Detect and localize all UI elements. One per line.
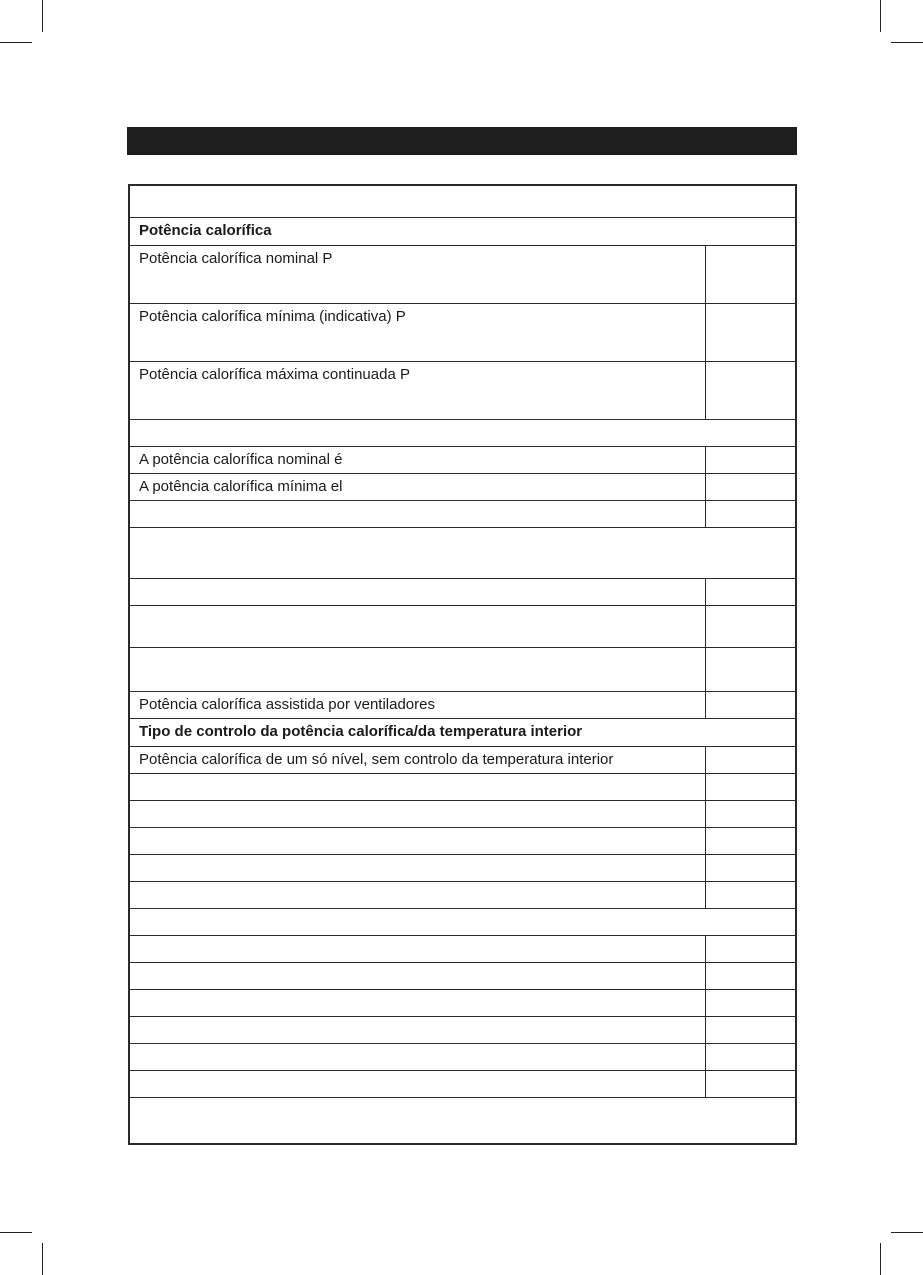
- row-label: [130, 855, 705, 881]
- table-row: [130, 746, 795, 773]
- table-row: [130, 245, 795, 303]
- row-label: [130, 963, 705, 989]
- crop-mark: [880, 0, 881, 32]
- value-cell: [705, 936, 795, 962]
- crop-mark: [0, 42, 32, 43]
- section-header-bar: [127, 127, 797, 155]
- table-row: [130, 1016, 795, 1043]
- row-label: Potência calorífica assistida por ventiladores: [139, 696, 435, 713]
- value-cell: [705, 855, 795, 881]
- value-cell: [705, 1044, 795, 1070]
- value-cell: [705, 246, 795, 303]
- table-row: [130, 989, 795, 1016]
- row-label: [130, 828, 705, 854]
- value-cell: [705, 1071, 795, 1097]
- row-label: Potência calorífica nominal P: [139, 250, 333, 267]
- table-row: [130, 303, 795, 361]
- table-row: [130, 446, 795, 473]
- table-row: [130, 647, 795, 691]
- value-cell: [705, 990, 795, 1016]
- table-row: [130, 605, 795, 647]
- specs-table: [128, 184, 797, 1145]
- row-label: [130, 528, 795, 578]
- value-cell: [705, 304, 795, 361]
- row-label: [130, 1017, 705, 1043]
- row-label: Potência calorífica mínima (indicativa) P: [139, 308, 406, 325]
- row-label: Potência calorífica de um só nível, sem controlo da temperatura interior: [139, 751, 614, 768]
- table-row: [130, 881, 795, 908]
- table-row: [130, 691, 795, 718]
- table-row: [130, 908, 795, 935]
- row-label: [130, 1098, 795, 1143]
- value-cell: [705, 579, 795, 605]
- table-row: [130, 217, 795, 245]
- table-row: [130, 473, 795, 500]
- value-cell: [705, 1017, 795, 1043]
- value-cell: [705, 692, 795, 718]
- table-row: [130, 854, 795, 881]
- table-row: [130, 186, 795, 217]
- value-cell: [705, 747, 795, 773]
- table-row: [130, 773, 795, 800]
- row-label: [130, 420, 795, 446]
- row-label: [130, 1044, 705, 1070]
- row-label: Tipo de controlo da potência calorífica/da temperatura interior: [139, 723, 583, 740]
- table-row: [130, 962, 795, 989]
- table-row: [130, 800, 795, 827]
- crop-mark: [891, 1232, 923, 1233]
- crop-mark: [0, 1232, 32, 1233]
- row-label: [130, 579, 705, 605]
- crop-mark: [42, 1243, 43, 1275]
- value-cell: [705, 501, 795, 527]
- row-label: [130, 186, 795, 217]
- row-label: [130, 648, 705, 691]
- row-label: Potência calorífica: [139, 222, 272, 239]
- table-row: [130, 827, 795, 854]
- value-cell: [705, 648, 795, 691]
- crop-mark: [880, 1243, 881, 1275]
- table-row: [130, 500, 795, 527]
- row-label: [130, 936, 705, 962]
- table-row: [130, 1097, 795, 1143]
- row-label: [130, 1071, 705, 1097]
- value-cell: [705, 362, 795, 419]
- value-cell: [705, 801, 795, 827]
- crop-mark: [42, 0, 43, 32]
- row-label: [130, 801, 705, 827]
- value-cell: [705, 447, 795, 473]
- row-label: Potência calorífica máxima continuada P: [139, 366, 410, 383]
- table-row: [130, 527, 795, 578]
- value-cell: [705, 474, 795, 500]
- crop-mark: [891, 42, 923, 43]
- table-row: [130, 578, 795, 605]
- row-label: [130, 909, 795, 935]
- row-label: A potência calorífica mínima el: [139, 478, 343, 495]
- table-row: [130, 419, 795, 446]
- value-cell: [705, 828, 795, 854]
- table-row: [130, 1070, 795, 1097]
- table-row: [130, 718, 795, 746]
- value-cell: [705, 963, 795, 989]
- value-cell: [705, 606, 795, 647]
- row-label: A potência calorífica nominal é: [139, 451, 343, 468]
- table-row: [130, 1043, 795, 1070]
- row-label: [130, 990, 705, 1016]
- table-row: [130, 935, 795, 962]
- row-label: [130, 501, 705, 527]
- row-label: [130, 882, 705, 908]
- value-cell: [705, 774, 795, 800]
- row-label: [130, 606, 705, 647]
- table-row: [130, 361, 795, 419]
- row-label: [130, 774, 705, 800]
- value-cell: [705, 882, 795, 908]
